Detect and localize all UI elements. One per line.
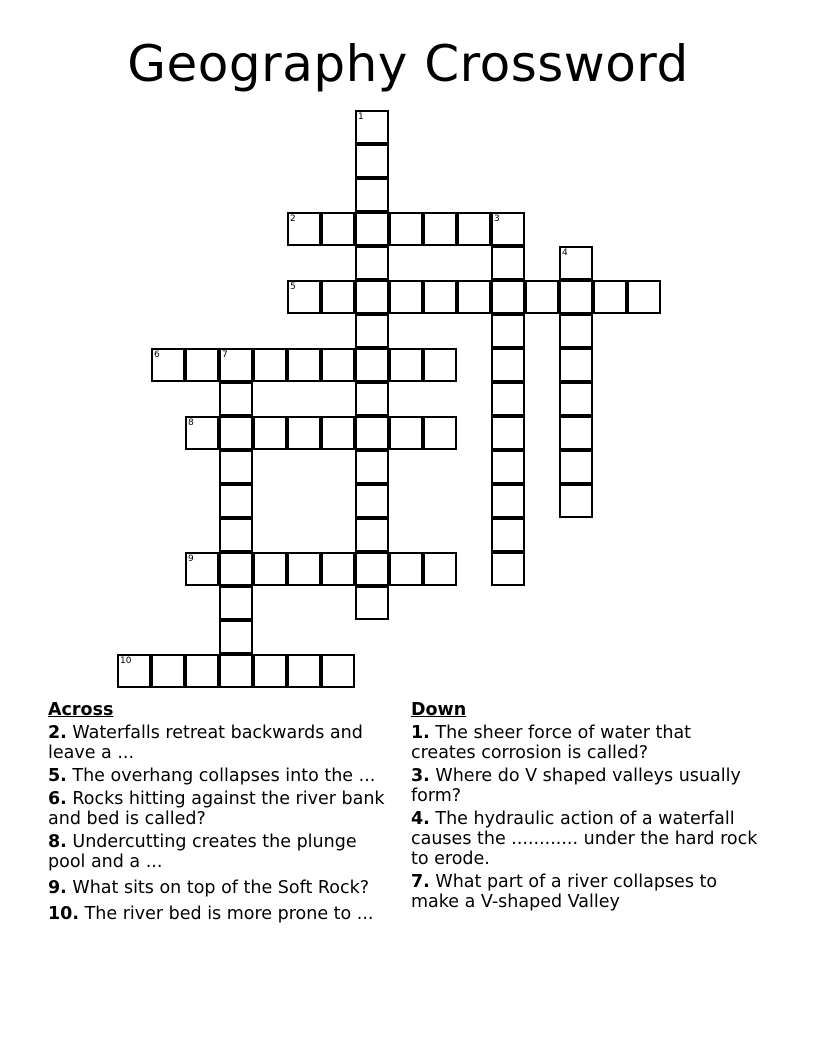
grid-cell[interactable] xyxy=(355,246,389,280)
page-title: Geography Crossword xyxy=(127,35,689,93)
clue-down xyxy=(411,723,761,763)
across-heading: Across xyxy=(48,700,114,720)
clue-number: 4. xyxy=(411,809,430,829)
clue-number: 3. xyxy=(411,766,430,786)
clue-number: 7. xyxy=(411,872,430,892)
clue-text: What part of a river collapses to make a V-shaped Valley xyxy=(411,872,718,912)
grid-cell[interactable] xyxy=(491,348,525,382)
clue-across xyxy=(48,832,398,872)
grid-cell[interactable] xyxy=(321,654,355,688)
grid-cell[interactable] xyxy=(117,654,151,688)
grid-cell[interactable] xyxy=(355,212,389,246)
cell-number: 9 xyxy=(188,554,194,564)
grid-cell[interactable] xyxy=(185,348,219,382)
clue-text: Undercutting creates the plunge pool and a ... xyxy=(48,832,357,872)
clue-number: 10. xyxy=(48,904,80,924)
grid-cell[interactable] xyxy=(457,280,491,314)
grid-cell[interactable] xyxy=(355,110,389,144)
grid-cell[interactable] xyxy=(355,416,389,450)
cell-number: 2 xyxy=(290,214,296,224)
grid-cell[interactable] xyxy=(287,212,321,246)
clue-number: 8. xyxy=(48,832,67,852)
clue-across xyxy=(48,904,398,924)
grid-cell[interactable] xyxy=(321,416,355,450)
clue-across xyxy=(48,789,398,829)
clue-text: The river bed is more prone to ... xyxy=(84,904,374,924)
grid-cell[interactable] xyxy=(389,416,423,450)
grid-cell[interactable] xyxy=(355,280,389,314)
cell-number: 8 xyxy=(188,418,194,428)
grid-cell[interactable] xyxy=(355,552,389,586)
clue-number: 6. xyxy=(48,789,67,809)
grid-cell[interactable] xyxy=(185,416,219,450)
grid-cell[interactable] xyxy=(253,416,287,450)
grid-cell[interactable] xyxy=(355,484,389,518)
clue-text: The sheer force of water that creates corrosion is called? xyxy=(411,723,692,763)
grid-cell[interactable] xyxy=(355,586,389,620)
grid-cell[interactable] xyxy=(559,280,593,314)
grid-cell[interactable] xyxy=(151,348,185,382)
grid-cell[interactable] xyxy=(491,212,525,246)
clue-across xyxy=(48,878,398,898)
grid-cell[interactable] xyxy=(389,348,423,382)
clue-number: 1. xyxy=(411,723,430,743)
grid-cell[interactable] xyxy=(321,348,355,382)
grid-cell[interactable] xyxy=(491,314,525,348)
grid-cell[interactable] xyxy=(219,416,253,450)
clue-down xyxy=(411,766,761,806)
grid-cell[interactable] xyxy=(355,314,389,348)
cell-number: 1 xyxy=(358,112,364,122)
clue-text: Rocks hitting against the river bank and bed is called? xyxy=(48,789,385,829)
grid-cell[interactable] xyxy=(457,212,491,246)
grid-cell[interactable] xyxy=(389,552,423,586)
grid-cell[interactable] xyxy=(185,552,219,586)
grid-cell[interactable] xyxy=(253,654,287,688)
grid-cell[interactable] xyxy=(219,552,253,586)
grid-cell[interactable] xyxy=(491,246,525,280)
grid-cell[interactable] xyxy=(219,484,253,518)
cell-number: 10 xyxy=(120,656,132,666)
clue-text: What sits on top of the Soft Rock? xyxy=(72,878,370,898)
grid-cell[interactable] xyxy=(355,178,389,212)
clue-text: Waterfalls retreat backwards and leave a ... xyxy=(48,723,363,763)
grid-cell[interactable] xyxy=(219,450,253,484)
grid-cell[interactable] xyxy=(627,280,661,314)
across-clues xyxy=(48,700,398,927)
grid-cell[interactable] xyxy=(219,382,253,416)
down-heading: Down xyxy=(411,700,467,720)
grid-cell[interactable] xyxy=(287,348,321,382)
grid-cell[interactable] xyxy=(287,654,321,688)
grid-cell[interactable] xyxy=(151,654,185,688)
grid-cell[interactable] xyxy=(355,450,389,484)
clue-down xyxy=(411,809,761,869)
grid-cell[interactable] xyxy=(287,552,321,586)
grid-cell[interactable] xyxy=(355,382,389,416)
grid-cell[interactable] xyxy=(491,280,525,314)
grid-cell[interactable] xyxy=(321,212,355,246)
grid-cell[interactable] xyxy=(559,382,593,416)
clue-number: 2. xyxy=(48,723,67,743)
clue-text: The hydraulic action of a waterfall causes the ............ under the hard rock to erode. xyxy=(411,809,758,869)
grid-cell[interactable] xyxy=(559,484,593,518)
clue-across xyxy=(48,723,398,763)
grid-cell[interactable] xyxy=(559,246,593,280)
grid-cell[interactable] xyxy=(559,348,593,382)
grid-cell[interactable] xyxy=(389,212,423,246)
cell-number: 7 xyxy=(222,350,228,360)
grid-cell[interactable] xyxy=(321,280,355,314)
grid-cell[interactable] xyxy=(525,280,559,314)
grid-cell[interactable] xyxy=(219,586,253,620)
grid-cell[interactable] xyxy=(253,552,287,586)
grid-cell[interactable] xyxy=(355,144,389,178)
grid-cell[interactable] xyxy=(355,348,389,382)
grid-cell[interactable] xyxy=(287,416,321,450)
clue-across xyxy=(48,766,398,786)
grid-cell[interactable] xyxy=(423,552,457,586)
grid-cell[interactable] xyxy=(491,450,525,484)
grid-cell[interactable] xyxy=(423,280,457,314)
clue-number: 5. xyxy=(48,766,67,786)
grid-cell[interactable] xyxy=(219,348,253,382)
grid-cell[interactable] xyxy=(253,348,287,382)
grid-cell[interactable] xyxy=(219,654,253,688)
grid-cell[interactable] xyxy=(389,280,423,314)
grid-cell[interactable] xyxy=(355,518,389,552)
grid-cell[interactable] xyxy=(593,280,627,314)
grid-cell[interactable] xyxy=(559,450,593,484)
grid-cell[interactable] xyxy=(423,212,457,246)
grid-cell[interactable] xyxy=(321,552,355,586)
grid-cell[interactable] xyxy=(185,654,219,688)
grid-cell[interactable] xyxy=(491,416,525,450)
grid-cell[interactable] xyxy=(559,314,593,348)
grid-cell[interactable] xyxy=(287,280,321,314)
grid-cell[interactable] xyxy=(219,518,253,552)
clue-number: 9. xyxy=(48,878,67,898)
grid-cell[interactable] xyxy=(491,518,525,552)
clue-down xyxy=(411,872,761,912)
grid-cell[interactable] xyxy=(491,484,525,518)
clue-text: The overhang collapses into the ... xyxy=(72,766,376,786)
cell-number: 3 xyxy=(494,214,500,224)
grid-cell[interactable] xyxy=(219,620,253,654)
grid-cell[interactable] xyxy=(491,552,525,586)
down-clues xyxy=(411,700,761,915)
clue-text: Where do V shaped valleys usually form? xyxy=(411,766,741,806)
cell-number: 6 xyxy=(154,350,160,360)
grid-cell[interactable] xyxy=(559,416,593,450)
cell-number: 4 xyxy=(562,248,568,258)
grid-cell[interactable] xyxy=(423,348,457,382)
cell-number: 5 xyxy=(290,282,296,292)
grid-cell[interactable] xyxy=(491,382,525,416)
grid-cell[interactable] xyxy=(423,416,457,450)
